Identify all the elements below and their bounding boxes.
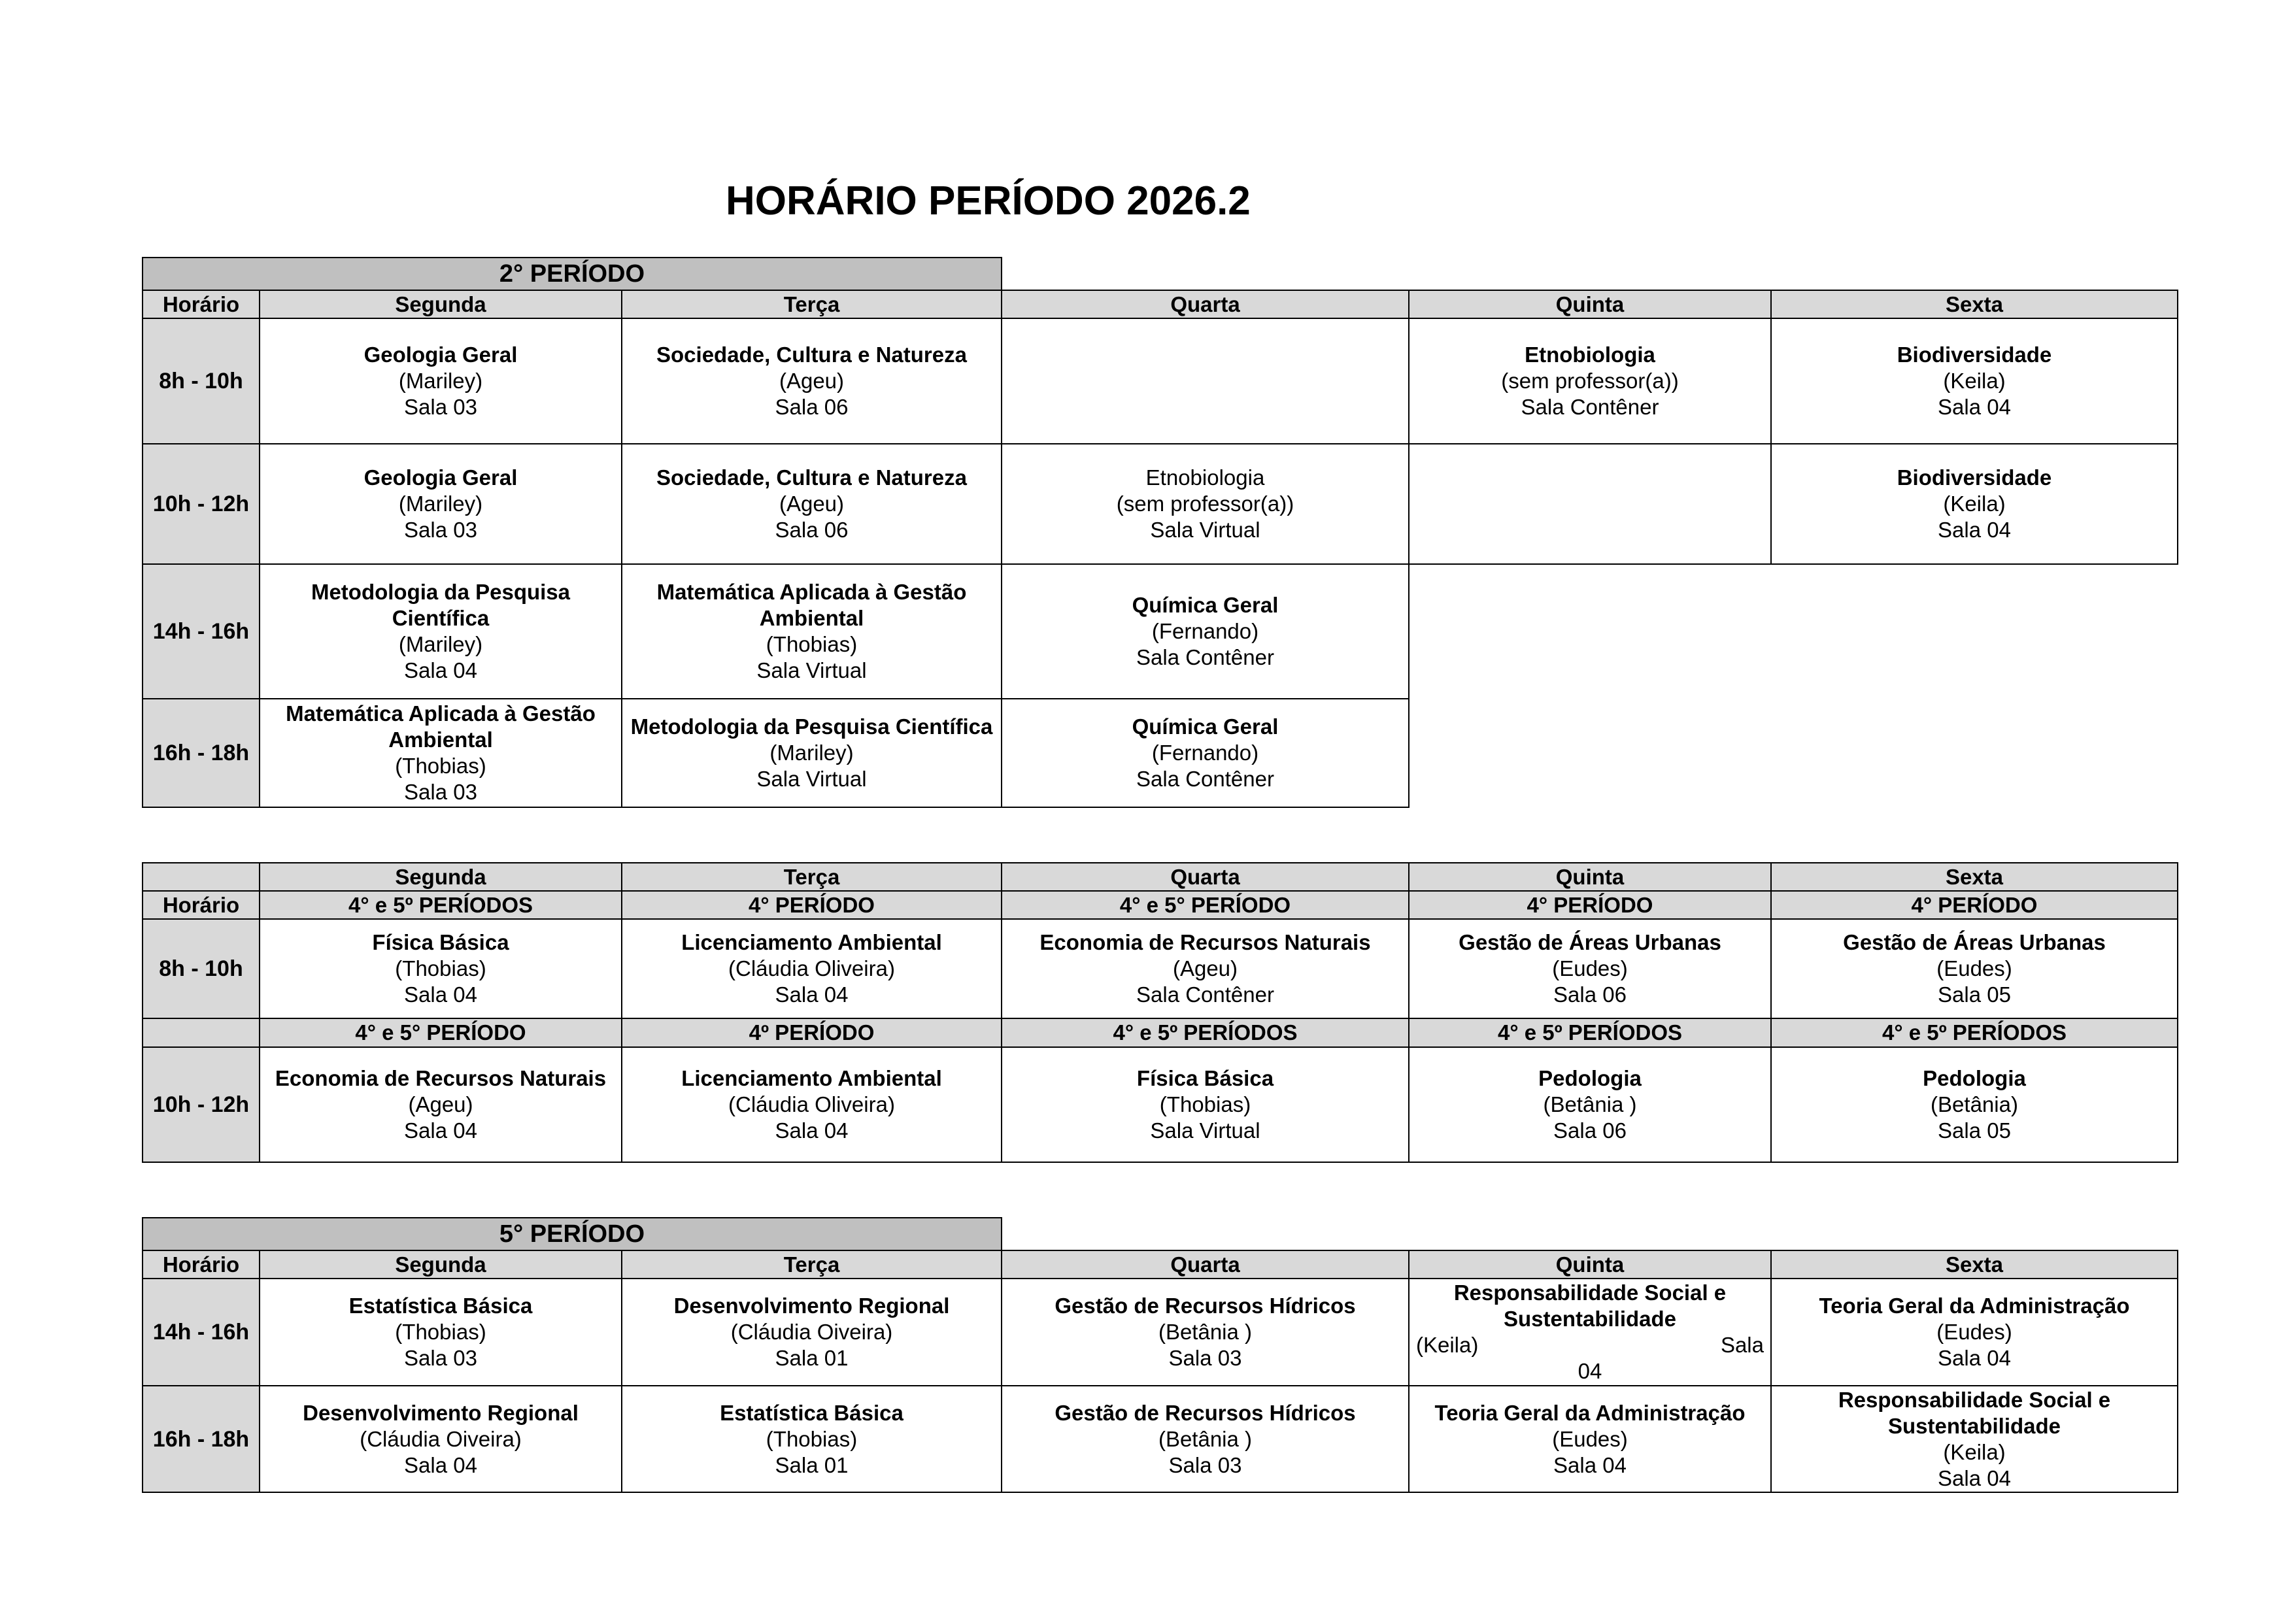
class-cell — [259, 563, 622, 699]
day-header-time — [142, 290, 260, 319]
class-cell — [1770, 1046, 2178, 1163]
teacher-name: (Fernando) — [1151, 619, 1259, 643]
teacher-name: (Keila) — [1943, 369, 2006, 393]
teacher-name: (sem professor(a)) — [1501, 369, 1679, 393]
time-slot — [142, 563, 260, 699]
column-header: Sexta — [1945, 864, 2004, 889]
time-slot — [142, 1278, 260, 1386]
period-header — [1001, 890, 1410, 920]
period-label: 4° PERÍODO — [1527, 892, 1653, 917]
blank-header — [142, 862, 260, 892]
teacher-name: (Cláudia Oliveira) — [728, 956, 895, 980]
subject-name: Teoria Geral da Administração — [1819, 1294, 2130, 1318]
page-title: HORÁRIO PERÍODO 2026.2 — [726, 178, 1251, 224]
room-name: Sala 01 — [775, 1452, 849, 1477]
period-header — [1770, 1018, 2178, 1048]
teacher-name: (Eudes) — [1936, 956, 2012, 980]
class-cell — [259, 1046, 622, 1163]
subject-name: Gestão de Recursos Hídricos — [1055, 1400, 1356, 1425]
period-header — [259, 1018, 622, 1048]
room-name: Sala Contêner — [1136, 982, 1274, 1007]
day-header-4 — [1770, 290, 2178, 319]
subject-name: Química Geral — [1132, 593, 1279, 617]
class-cell — [1770, 1385, 2178, 1493]
teacher-room-row — [1410, 1332, 1770, 1358]
teacher-name: (sem professor(a)) — [1116, 492, 1294, 516]
period-label: 4° e 5º PERÍODOS — [1497, 1020, 1682, 1045]
room-name: Sala — [1720, 1333, 1764, 1357]
class-cell — [1001, 1046, 1410, 1163]
subject-name: Matemática Aplicada à Gestão Ambiental — [656, 580, 967, 630]
room-name: Sala 03 — [1168, 1452, 1242, 1477]
period-label: 4° e 5º PERÍODOS — [1113, 1020, 1298, 1045]
time-header-cell — [142, 1018, 260, 1048]
time-slot — [142, 918, 260, 1019]
subject-name: Física Básica — [1136, 1066, 1274, 1090]
column-header: Quinta — [1555, 292, 1625, 316]
period-header — [1408, 890, 1772, 920]
teacher-name: (Cláudia Oliveira) — [728, 1092, 895, 1116]
subject-name: Licenciamento Ambiental — [681, 930, 942, 954]
teacher-name: (Eudes) — [1552, 956, 1628, 980]
period-header — [259, 890, 622, 920]
teacher-name: (Betânia) — [1931, 1092, 2018, 1116]
day-header-3 — [1408, 290, 1772, 319]
room-name: Sala 04 — [1938, 518, 2011, 542]
day-header-3 — [1408, 1250, 1772, 1279]
time-header: Horário — [162, 892, 240, 917]
room-name: Sala 04 — [404, 1118, 477, 1143]
room-name: Sala Virtual — [1150, 1118, 1260, 1143]
teacher-name: (Thobias) — [395, 956, 486, 980]
period-band-label: 2° PERÍODO — [499, 260, 645, 288]
teacher-name: (Thobias) — [766, 1426, 858, 1451]
time-header: Horário — [162, 292, 240, 316]
class-cell — [1001, 318, 1410, 444]
room-number: 04 — [1578, 1359, 1602, 1383]
class-cell — [621, 563, 1002, 699]
period-header — [1001, 1018, 1410, 1048]
room-name: Sala 04 — [404, 658, 477, 682]
class-cell — [259, 1278, 622, 1386]
subject-name: Etnobiologia — [1525, 343, 1655, 367]
column-header: Terça — [783, 292, 840, 316]
room-name: Sala 03 — [404, 1346, 477, 1370]
period-header — [1770, 890, 2178, 920]
period-label: 4º PERÍODO — [749, 1020, 875, 1045]
room-name: Sala Virtual — [756, 767, 867, 791]
room-name: Sala Contêner — [1136, 767, 1274, 791]
column-header: Sexta — [1945, 1252, 2004, 1277]
class-cell — [621, 443, 1002, 565]
period-header — [621, 890, 1002, 920]
teacher-name: (Ageu) — [1172, 956, 1238, 980]
subject-name: Biodiversidade — [1897, 343, 2052, 367]
period-label: 4° e 5º PERÍODOS — [348, 892, 533, 917]
subject-name: Desenvolvimento Regional — [303, 1400, 579, 1425]
teacher-name: (Ageu) — [779, 492, 845, 516]
class-cell — [1408, 318, 1772, 444]
column-header: Terça — [783, 864, 840, 889]
subject-name: Biodiversidade — [1897, 465, 2052, 490]
teacher-name: (Mariley) — [398, 632, 483, 656]
period-band — [142, 257, 1002, 291]
period-header — [1408, 1018, 1772, 1048]
day-header-1 — [621, 290, 1002, 319]
subject-name: Economia de Recursos Naturais — [1039, 930, 1371, 954]
time-slot-label: 8h - 10h — [159, 956, 243, 981]
time-header: Horário — [162, 1252, 240, 1277]
room-name: Sala 06 — [1553, 1118, 1627, 1143]
room-name: Sala 06 — [1553, 982, 1627, 1007]
subject-name: Metodologia da Pesquisa Científica — [311, 580, 571, 630]
column-header: Terça — [783, 1252, 840, 1277]
subject-name: Geologia Geral — [363, 465, 518, 490]
subject-name: Gestão de Recursos Hídricos — [1055, 1294, 1356, 1318]
subject-name: Gestão de Áreas Urbanas — [1459, 930, 1721, 954]
period-label: 4° PERÍODO — [1911, 892, 2038, 917]
teacher-name: (Eudes) — [1552, 1426, 1628, 1451]
day-header-2 — [1001, 1250, 1410, 1279]
teacher-name: (Mariley) — [398, 369, 483, 393]
class-cell — [1001, 563, 1410, 699]
subject-name: Geologia Geral — [363, 343, 518, 367]
column-header: Quinta — [1555, 1252, 1625, 1277]
class-cell — [621, 918, 1002, 1019]
room-name: Sala 04 — [775, 982, 849, 1007]
time-slot-label: 14h - 16h — [152, 1320, 250, 1345]
teacher-name: (Ageu) — [408, 1092, 473, 1116]
subject-name: Estatística Básica — [348, 1294, 533, 1318]
column-header: Quarta — [1170, 864, 1240, 889]
room-name: Sala 06 — [775, 518, 849, 542]
class-cell — [1001, 1278, 1410, 1386]
day-header — [621, 862, 1002, 892]
room-name: Sala 03 — [1168, 1346, 1242, 1370]
class-cell — [1001, 698, 1410, 808]
room-name: Sala 04 — [1938, 395, 2011, 419]
class-cell — [621, 318, 1002, 444]
room-name: Sala 01 — [775, 1346, 849, 1370]
period-band-label: 5° PERÍODO — [499, 1220, 645, 1248]
teacher-name: (Thobias) — [395, 1320, 486, 1344]
day-header-1 — [621, 1250, 1002, 1279]
subject-name: Responsabilidade Social e Sustentabilidade — [1453, 1280, 1727, 1331]
class-cell — [1408, 1385, 1772, 1493]
teacher-name: (Keila) — [1416, 1333, 1479, 1357]
teacher-name: (Betânia ) — [1543, 1092, 1637, 1116]
subject-name: Licenciamento Ambiental — [681, 1066, 942, 1090]
time-slot-label: 14h - 16h — [152, 619, 250, 644]
room-name: Sala Contêner — [1136, 645, 1274, 669]
teacher-name: (Mariley) — [769, 741, 854, 765]
class-cell — [1770, 918, 2178, 1019]
teacher-name: (Keila) — [1943, 492, 2006, 516]
period-label: 4° e 5° PERÍODO — [1119, 892, 1291, 917]
class-cell — [1001, 443, 1410, 565]
day-header — [1770, 862, 2178, 892]
day-header-4 — [1770, 1250, 2178, 1279]
time-header-cell — [142, 890, 260, 920]
column-header: Segunda — [395, 1252, 486, 1277]
class-cell — [1770, 1278, 2178, 1386]
column-header: Segunda — [395, 292, 486, 316]
period-header — [621, 1018, 1002, 1048]
teacher-name: (Betânia ) — [1158, 1426, 1253, 1451]
room-name: Sala Virtual — [756, 658, 867, 682]
subject-name: Teoria Geral da Administração — [1434, 1400, 1746, 1425]
day-header-time — [142, 1250, 260, 1279]
class-cell — [259, 698, 622, 808]
room-name: Sala 04 — [404, 1452, 477, 1477]
day-header — [1001, 862, 1410, 892]
subject-name: Economia de Recursos Naturais — [275, 1066, 607, 1090]
time-slot — [142, 1385, 260, 1493]
subject-name: Responsabilidade Social e Sustentabilidade — [1838, 1387, 2111, 1438]
period-label: 4° e 5º PERÍODOS — [1882, 1020, 2067, 1045]
room-name: Sala 03 — [404, 518, 477, 542]
class-cell — [621, 1278, 1002, 1386]
class-cell — [1001, 918, 1410, 1019]
class-cell — [259, 443, 622, 565]
column-header: Quinta — [1555, 864, 1625, 889]
teacher-name: (Keila) — [1943, 1439, 2006, 1464]
day-header — [1408, 862, 1772, 892]
time-slot — [142, 443, 260, 565]
teacher-name: (Thobias) — [1159, 1092, 1251, 1116]
teacher-name: (Betânia ) — [1158, 1320, 1253, 1344]
subject-name: Química Geral — [1132, 714, 1279, 739]
subject-name: Pedologia — [1538, 1066, 1642, 1090]
room-name: Sala 04 — [1938, 1346, 2011, 1370]
subject-name: Estatística Básica — [720, 1400, 903, 1425]
room-name: Sala 04 — [1938, 1465, 2011, 1490]
teacher-name: (Fernando) — [1151, 741, 1259, 765]
teacher-name: (Ageu) — [779, 369, 845, 393]
time-slot-label: 10h - 12h — [152, 492, 250, 516]
room-name: Sala 05 — [1938, 1118, 2011, 1143]
day-header — [259, 862, 622, 892]
time-slot — [142, 1046, 260, 1163]
teacher-name: (Cláudia Oiveira) — [360, 1426, 522, 1451]
period-label: 4° PERÍODO — [749, 892, 875, 917]
class-cell — [1001, 1385, 1410, 1493]
teacher-name: (Mariley) — [398, 492, 483, 516]
subject-name: Sociedade, Cultura e Natureza — [656, 465, 967, 490]
room-name: Sala 05 — [1938, 982, 2011, 1007]
room-name: Sala Virtual — [1150, 518, 1260, 542]
class-cell — [1770, 443, 2178, 565]
teacher-name: (Thobias) — [766, 632, 858, 656]
column-header: Quarta — [1170, 1252, 1240, 1277]
class-cell — [1408, 1278, 1772, 1386]
teacher-name: (Eudes) — [1936, 1320, 2012, 1344]
period-label: 4° e 5° PERÍODO — [355, 1020, 526, 1045]
class-cell — [1770, 318, 2178, 444]
class-cell — [621, 1385, 1002, 1493]
room-name: Sala 04 — [1553, 1452, 1627, 1477]
class-cell — [621, 1046, 1002, 1163]
time-slot-label: 16h - 18h — [152, 1426, 250, 1452]
class-cell — [1408, 1046, 1772, 1163]
subject-name: Desenvolvimento Regional — [673, 1294, 950, 1318]
room-name: Sala 03 — [404, 780, 477, 804]
day-header-0 — [259, 290, 622, 319]
class-cell — [1408, 443, 1772, 565]
subject-name: Metodologia da Pesquisa Científica — [630, 714, 993, 739]
class-cell — [621, 698, 1002, 808]
column-header: Sexta — [1945, 292, 2004, 316]
subject-name: Gestão de Áreas Urbanas — [1843, 930, 2106, 954]
time-slot — [142, 318, 260, 444]
column-header: Segunda — [395, 864, 486, 889]
subject-name: Pedologia — [1923, 1066, 2026, 1090]
room-name: Sala 06 — [775, 395, 849, 419]
subject-name: Física Básica — [372, 930, 509, 954]
day-header-0 — [259, 1250, 622, 1279]
class-cell — [1408, 918, 1772, 1019]
time-slot-label: 10h - 12h — [152, 1092, 250, 1117]
time-slot-label: 8h - 10h — [159, 369, 243, 393]
column-header: Quarta — [1170, 292, 1240, 316]
teacher-name: (Cláudia Oiveira) — [730, 1320, 893, 1344]
room-name: Sala 04 — [404, 982, 477, 1007]
teacher-name: (Thobias) — [395, 754, 486, 778]
room-name: Sala 03 — [404, 395, 477, 419]
period-band — [142, 1217, 1002, 1251]
time-slot — [142, 698, 260, 808]
class-cell — [259, 318, 622, 444]
subject-name: Sociedade, Cultura e Natureza — [656, 343, 967, 367]
day-header-2 — [1001, 290, 1410, 319]
class-cell — [259, 1385, 622, 1493]
subject-name: Etnobiologia — [1145, 465, 1265, 490]
room-name: Sala Contêner — [1521, 395, 1659, 419]
room-name: Sala 04 — [775, 1118, 849, 1143]
subject-name: Matemática Aplicada à Gestão Ambiental — [286, 701, 596, 752]
time-slot-label: 16h - 18h — [152, 741, 250, 765]
class-cell — [259, 918, 622, 1019]
